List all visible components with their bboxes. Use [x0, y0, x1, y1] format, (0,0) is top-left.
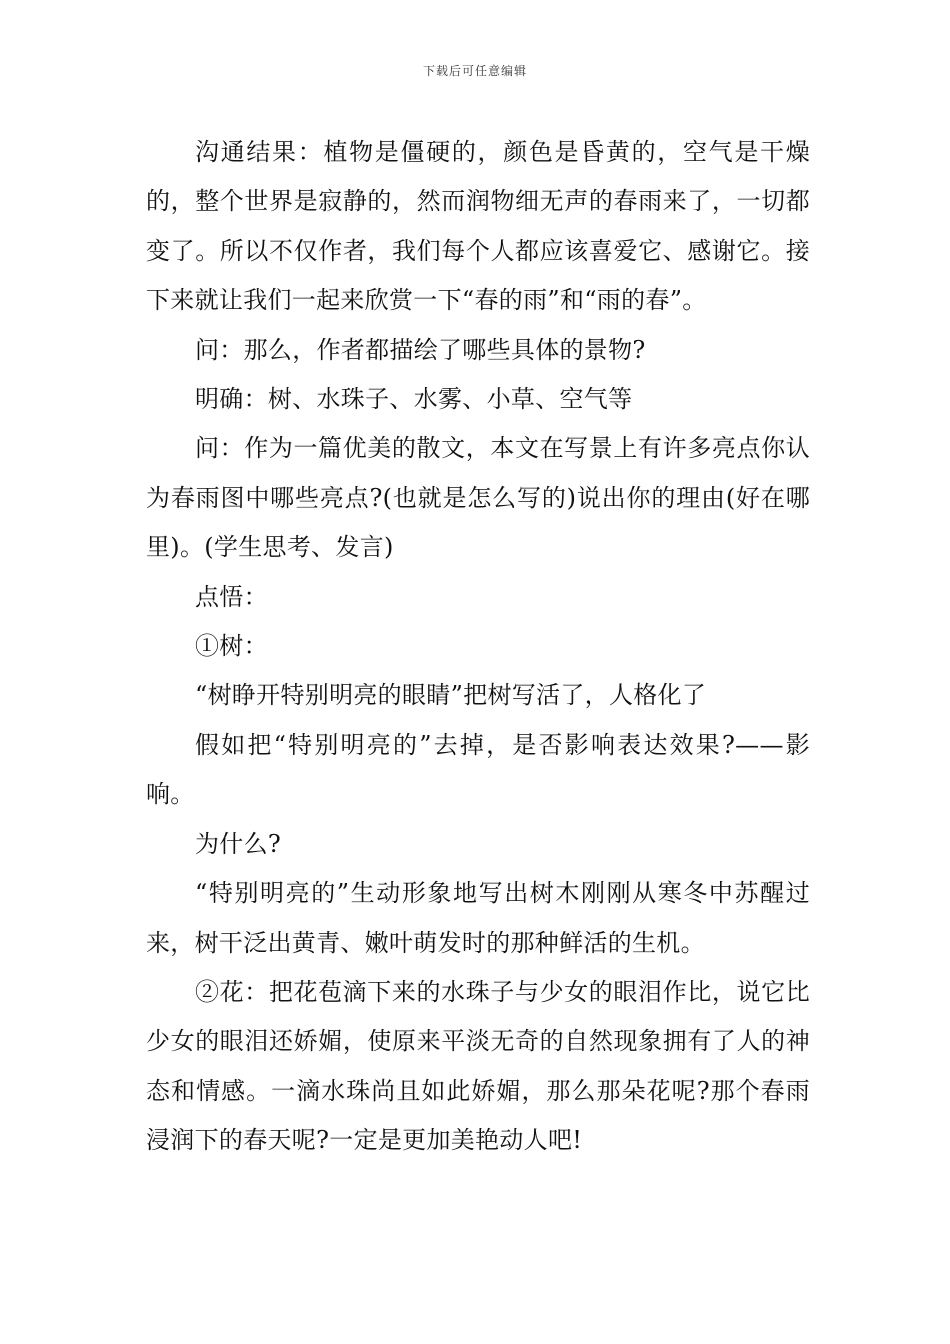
paragraph-tree-question: 假如把“特别明亮的”去掉，是否影响表达效果?——影响。 [146, 730, 810, 809]
paragraph-communication-result: 沟通结果：植物是僵硬的，颜色是昏黄的，空气是干燥的，整个世界是寂静的，然而润物细无声的春雨来了，一切都变了。所以不仅作者，我们每个人都应该喜爱它、感谢它。接下来就让我们一起来欣赏一下“春的雨”和“雨的春”。 [146, 138, 810, 315]
paragraph-insight-heading: 点悟： [195, 582, 268, 611]
paragraph-flower: ②花：把花苞滴下来的水珠子与少女的眼泪作比，说它比少女的眼泪还娇媚，使原来平淡无奇的自然现象拥有了人的神态和情感。一滴水珠尚且如此娇媚，那么那朵花呢?那个春雨浸润下的春天呢?一定是更加美艳动人吧! [146, 977, 810, 1155]
paragraph-tree-heading: ①树： [195, 632, 268, 661]
document-body [146, 128, 810, 1166]
paragraph-answer-scenery: 明确：树、水珠子、水雾、小草、空气等 [195, 385, 633, 414]
page-header: 下载后可任意编辑 [422, 64, 527, 78]
paragraph-question-highlights: 问：作为一篇优美的散文，本文在写景上有许多亮点你认为春雨图中哪些亮点?(也就是怎么写的)说出你的理由(好在哪里)。(学生思考、发言) [146, 434, 810, 562]
paragraph-tree-explanation: “特别明亮的”生动形象地写出树木刚刚从寒冬中苏醒过来，树干泛出黄青、嫩叶萌发时的那种鲜活的生机。 [146, 879, 810, 957]
paragraph-why: 为什么? [195, 829, 282, 858]
paragraph-tree-quote: “树睁开特别明亮的眼睛”把树写活了，人格化了 [195, 681, 707, 710]
paragraph-question-scenery: 问：那么，作者都描绘了哪些具体的景物? [195, 335, 646, 364]
